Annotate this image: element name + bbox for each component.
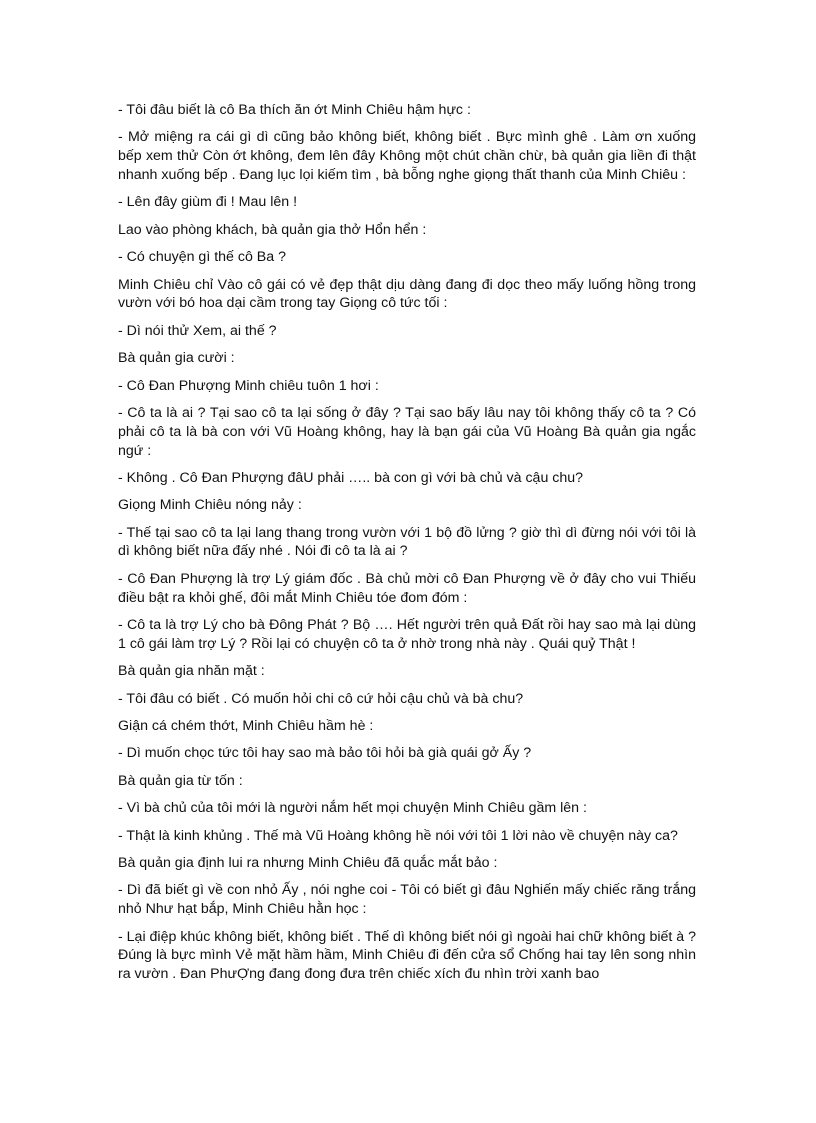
paragraph: - Không . Cô Đan Phượng đâU phải ….. bà con gì với bà chủ và cậu chu? bbox=[118, 469, 584, 486]
paragraph: Giận cá chém thớt, Minh Chiêu hầm hè : bbox=[118, 718, 374, 735]
paragraph: - Cô ta là trợ Lý cho bà Đông Phát ? Bộ …. Hết người trên quả Đất rồi hay sao mà lại dùng 1 cô gái làm trợ Lý ? Rồi lại có chuyện cô ta ở nhờ trong nhà này . Quái quỷ Thật ! bbox=[118, 617, 696, 652]
paragraph: - Cô Đan Phượng là trợ Lý giám đốc . Bà chủ mời cô Đan Phượng về ở đây cho vui Thiếu điều bật ra khỏi ghế, đôi mắt Minh Chiêu tóe đom đóm : bbox=[118, 570, 696, 606]
paragraph: - Cô ta là ai ? Tại sao cô ta lại sống ở đây ? Tại sao bấy lâu nay tôi không thấy cô ta ? Có phải cô ta là bà con với Vũ Hoàng không, hay là bạn gái của Vũ Hoàng Bà quản gia ngắc ngứ : bbox=[118, 404, 696, 459]
paragraph: Bà quản gia từ tốn : bbox=[118, 772, 243, 789]
paragraph: - Tôi đâu có biết . Có muốn hỏi chi cô cứ hỏi cậu chủ và bà chu? bbox=[118, 690, 524, 707]
paragraph: - Cô Đan Phượng Minh chiêu tuôn 1 hơi : bbox=[118, 377, 379, 394]
document-body bbox=[118, 101, 696, 993]
paragraph: Lao vào phòng khách, bà quản gia thở Hổn hển : bbox=[118, 221, 427, 238]
paragraph: - Thật là kinh khủng . Thế mà Vũ Hoàng không hề nói với tôi 1 lời nào về chuyện này ca? bbox=[118, 827, 678, 844]
paragraph: - Dì đã biết gì về con nhỏ Ấy , nói nghe coi - Tôi có biết gì đâu Nghiến mấy chiếc răng trắng nhỏ Như hạt bắp, Minh Chiêu hằn học : bbox=[118, 882, 696, 918]
paragraph: - Dì nói thử Xem, ai thế ? bbox=[118, 322, 277, 339]
paragraph: - Vì bà chủ của tôi mới là người nắm hết mọi chuyện Minh Chiêu gầm lên : bbox=[118, 800, 587, 817]
paragraph: Bà quản gia nhăn mặt : bbox=[118, 663, 265, 680]
paragraph: Giọng Minh Chiêu nóng nảy : bbox=[118, 497, 302, 514]
paragraph: - Lên đây giùm đi ! Mau lên ! bbox=[118, 194, 298, 211]
paragraph: Bà quản gia định lui ra nhưng Minh Chiêu đã quắc mắt bảo : bbox=[118, 854, 498, 871]
paragraph: - Dì muốn chọc tức tôi hay sao mà bảo tôi hỏi bà già quái gở Ấy ? bbox=[118, 745, 532, 762]
paragraph: Bà quản gia cười : bbox=[118, 350, 235, 367]
paragraph: - Lại điệp khúc không biết, không biết . Thế dì không biết nói gì ngoài hai chữ không biết à ? Đúng là bực mình Vẻ mặt hầm hầm, Minh Chiêu đi đến cửa sổ Chống hai tay lên song nhìn ra vườn . Đan PhưỢng đang đong đưa trên chiếc xích đu nhìn trời xanh bao bbox=[118, 928, 696, 983]
paragraph: - Tôi đâu biết là cô Ba thích ăn ớt Minh Chiêu hậm hực : bbox=[118, 102, 471, 118]
paragraph: - Thế tại sao cô ta lại lang thang trong vườn với 1 bộ đồ lửng ? giờ thì dì đừng nói với tôi là dì không biết nữa đấy nhé . Nói đi cô ta là ai ? bbox=[118, 524, 696, 560]
paragraph: Minh Chiêu chỉ Vào cô gái có vẻ đẹp thật dịu dàng đang đi dọc theo mấy luống hồng trong vườn với bó hoa dại cầm trong tay Giọng cô tức tối : bbox=[118, 276, 696, 312]
paragraph: - Có chuyện gì thế cô Ba ? bbox=[118, 249, 286, 266]
paragraph: - Mở miệng ra cái gì dì cũng bảo không biết, không biết . Bực mình ghê . Làm ơn xuống bếp xem thử Còn ớt không, đem lên đây Không một chút chần chừ, bà quản gia liền đi thật nhanh xuống bếp . Đang lục lọi kiếm tìm , bà bỗng nghe giọng thất thanh của Minh Chiêu : bbox=[118, 129, 696, 183]
